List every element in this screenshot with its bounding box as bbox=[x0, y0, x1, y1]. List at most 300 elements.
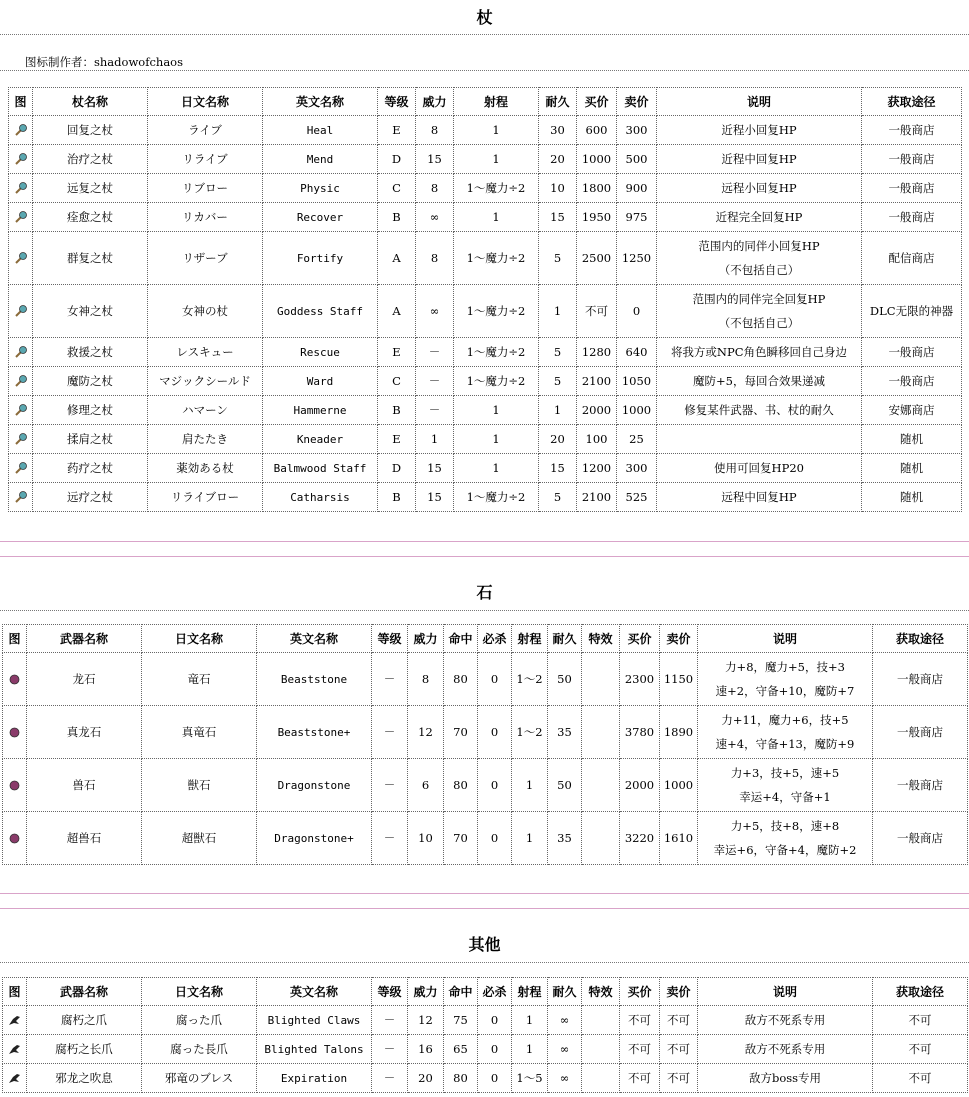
jp-cell: 獣石 bbox=[142, 759, 257, 812]
column-header: 武器名称 bbox=[27, 978, 142, 1006]
icon-cell bbox=[3, 1006, 27, 1035]
kneader-staff-icon bbox=[13, 432, 28, 447]
uses-cell: ∞ bbox=[548, 1064, 582, 1093]
en-cell: Fortify bbox=[263, 232, 378, 285]
buy-cell: 1000 bbox=[577, 145, 617, 174]
column-header: 日文名称 bbox=[142, 978, 257, 1006]
column-header: 特效 bbox=[582, 978, 620, 1006]
might-cell: 10 bbox=[408, 812, 444, 865]
crit-cell: 0 bbox=[478, 706, 512, 759]
might-cell: ∞ bbox=[416, 285, 454, 338]
description-cell bbox=[657, 116, 862, 145]
column-header: 耐久 bbox=[548, 625, 582, 653]
description-line: （不包括自己） bbox=[718, 263, 800, 277]
name-cell: 治疗之杖 bbox=[33, 145, 148, 174]
sell-cell: 不可 bbox=[660, 1035, 698, 1064]
buy-cell: 不可 bbox=[577, 285, 617, 338]
description-line: 幸运+6，守备+4，魔防+2 bbox=[713, 843, 857, 857]
might-cell: － bbox=[416, 367, 454, 396]
sell-cell: 300 bbox=[617, 116, 657, 145]
name-cell: 痊愈之杖 bbox=[33, 203, 148, 232]
description-cell bbox=[657, 483, 862, 512]
jp-cell: 薬効ある杖 bbox=[148, 454, 263, 483]
table-row bbox=[9, 483, 962, 512]
column-header: 等级 bbox=[372, 625, 408, 653]
description-cell bbox=[698, 706, 873, 759]
goddess-staff-icon bbox=[13, 304, 28, 319]
name-cell: 修理之杖 bbox=[33, 396, 148, 425]
uses-cell: 5 bbox=[539, 338, 577, 367]
uses-cell: 20 bbox=[539, 425, 577, 454]
column-header: 等级 bbox=[378, 88, 416, 116]
en-cell: Dragonstone bbox=[257, 759, 372, 812]
buy-cell: 1280 bbox=[577, 338, 617, 367]
name-cell: 魔防之杖 bbox=[33, 367, 148, 396]
hit-cell: 70 bbox=[444, 706, 478, 759]
divider bbox=[0, 34, 969, 35]
icon-cell bbox=[3, 653, 27, 706]
eff-cell bbox=[582, 706, 620, 759]
uses-cell: 30 bbox=[539, 116, 577, 145]
name-cell: 女神之杖 bbox=[33, 285, 148, 338]
obtain-cell: 一般商店 bbox=[862, 203, 962, 232]
table-row bbox=[9, 338, 962, 367]
column-header: 命中 bbox=[444, 625, 478, 653]
staff-section-title: 杖 bbox=[476, 8, 493, 27]
uses-cell: 35 bbox=[548, 706, 582, 759]
description-line: 速+2，守备+10，魔防+7 bbox=[715, 684, 855, 698]
buy-cell: 3780 bbox=[620, 706, 660, 759]
jp-cell: リライブ bbox=[148, 145, 263, 174]
rank-cell: B bbox=[378, 483, 416, 512]
description-cell bbox=[657, 338, 862, 367]
crit-cell: 0 bbox=[478, 653, 512, 706]
range-cell: 1 bbox=[512, 812, 548, 865]
range-cell: 1～魔力÷2 bbox=[454, 367, 539, 396]
description-cell bbox=[698, 1006, 873, 1035]
column-header: 耐久 bbox=[539, 88, 577, 116]
crit-cell: 0 bbox=[478, 1035, 512, 1064]
table-row bbox=[9, 174, 962, 203]
en-cell: Hammerne bbox=[263, 396, 378, 425]
uses-cell: 20 bbox=[539, 145, 577, 174]
range-cell: 1～魔力÷2 bbox=[454, 232, 539, 285]
hit-cell: 80 bbox=[444, 759, 478, 812]
table-row bbox=[9, 145, 962, 174]
hit-cell: 80 bbox=[444, 653, 478, 706]
jp-cell: ハマーン bbox=[148, 396, 263, 425]
obtain-cell: 一般商店 bbox=[873, 812, 968, 865]
column-header: 英文名称 bbox=[257, 978, 372, 1006]
column-header: 获取途径 bbox=[873, 625, 968, 653]
obtain-cell: DLC无限的神器 bbox=[862, 285, 962, 338]
table-row bbox=[9, 285, 962, 338]
jp-cell: リカバー bbox=[148, 203, 263, 232]
en-cell: Ward bbox=[263, 367, 378, 396]
sell-cell: 640 bbox=[617, 338, 657, 367]
uses-cell: 1 bbox=[539, 285, 577, 338]
obtain-cell: 不可 bbox=[873, 1064, 968, 1093]
beaststone-icon bbox=[7, 672, 22, 687]
icon-cell bbox=[9, 367, 33, 396]
buy-cell: 2000 bbox=[577, 396, 617, 425]
catharsis-staff-icon bbox=[13, 490, 28, 505]
icon-cell bbox=[9, 174, 33, 203]
balmwood-staff-icon bbox=[13, 461, 28, 476]
icon-cell bbox=[3, 1064, 27, 1093]
divider bbox=[0, 962, 969, 963]
icon-cell bbox=[9, 232, 33, 285]
eff-cell bbox=[582, 1035, 620, 1064]
description-cell bbox=[657, 396, 862, 425]
obtain-cell: 一般商店 bbox=[873, 706, 968, 759]
description-line: 力+5，技+8，速+8 bbox=[730, 819, 840, 833]
rank-cell: － bbox=[372, 1064, 408, 1093]
uses-cell: 15 bbox=[539, 203, 577, 232]
en-cell: Rescue bbox=[263, 338, 378, 367]
en-cell: Kneader bbox=[263, 425, 378, 454]
name-cell: 药疗之杖 bbox=[33, 454, 148, 483]
range-cell: 1～魔力÷2 bbox=[454, 338, 539, 367]
section-divider bbox=[0, 541, 969, 542]
en-cell: Catharsis bbox=[263, 483, 378, 512]
description-cell bbox=[698, 759, 873, 812]
sell-cell: 1150 bbox=[660, 653, 698, 706]
table-row bbox=[3, 653, 968, 706]
column-header: 说明 bbox=[698, 625, 873, 653]
column-header: 卖价 bbox=[660, 625, 698, 653]
obtain-cell: 随机 bbox=[862, 425, 962, 454]
jp-cell: 真竜石 bbox=[142, 706, 257, 759]
description-cell bbox=[657, 145, 862, 174]
buy-cell: 1200 bbox=[577, 454, 617, 483]
column-header: 命中 bbox=[444, 978, 478, 1006]
crit-cell: 0 bbox=[478, 759, 512, 812]
description-line: 敌方不死系专用 bbox=[744, 1042, 826, 1056]
rank-cell: E bbox=[378, 116, 416, 145]
section-divider bbox=[0, 893, 969, 894]
name-cell: 腐朽之爪 bbox=[27, 1006, 142, 1035]
table-row bbox=[9, 425, 962, 454]
name-cell: 龙石 bbox=[27, 653, 142, 706]
icon-cell bbox=[3, 759, 27, 812]
jp-cell: 竜石 bbox=[142, 653, 257, 706]
rank-cell: － bbox=[372, 1035, 408, 1064]
description-cell bbox=[657, 232, 862, 285]
uses-cell: 5 bbox=[539, 232, 577, 285]
uses-cell: 50 bbox=[548, 759, 582, 812]
table-row bbox=[3, 812, 968, 865]
column-header: 图 bbox=[9, 88, 33, 116]
uses-cell: ∞ bbox=[548, 1035, 582, 1064]
might-cell: － bbox=[416, 338, 454, 367]
obtain-cell: 一般商店 bbox=[862, 338, 962, 367]
uses-cell: 15 bbox=[539, 454, 577, 483]
crit-cell: 0 bbox=[478, 812, 512, 865]
column-header: 耐久 bbox=[548, 978, 582, 1006]
en-cell: Blighted Claws bbox=[257, 1006, 372, 1035]
column-header: 射程 bbox=[512, 625, 548, 653]
obtain-cell: 一般商店 bbox=[862, 145, 962, 174]
en-cell: Beaststone bbox=[257, 653, 372, 706]
breath-icon bbox=[7, 1071, 22, 1086]
en-cell: Mend bbox=[263, 145, 378, 174]
other-section-title: 其他 bbox=[468, 935, 501, 954]
rank-cell: E bbox=[378, 425, 416, 454]
jp-cell: ライブ bbox=[148, 116, 263, 145]
en-cell: Goddess Staff bbox=[263, 285, 378, 338]
icon-cell bbox=[3, 1035, 27, 1064]
rank-cell: － bbox=[372, 706, 408, 759]
range-cell: 1～2 bbox=[512, 706, 548, 759]
obtain-cell: 一般商店 bbox=[873, 653, 968, 706]
icon-cell bbox=[9, 483, 33, 512]
table-row bbox=[9, 396, 962, 425]
eff-cell bbox=[582, 1006, 620, 1035]
staff-table bbox=[8, 87, 962, 512]
fortify-staff-icon bbox=[13, 251, 28, 266]
buy-cell: 3220 bbox=[620, 812, 660, 865]
column-header: 说明 bbox=[698, 978, 873, 1006]
description-cell bbox=[698, 653, 873, 706]
column-header: 必杀 bbox=[478, 625, 512, 653]
description-cell bbox=[657, 425, 862, 454]
obtain-cell: 一般商店 bbox=[862, 367, 962, 396]
jp-cell: リザーブ bbox=[148, 232, 263, 285]
column-header: 武器名称 bbox=[27, 625, 142, 653]
talon-icon bbox=[7, 1042, 22, 1057]
might-cell: 12 bbox=[408, 1006, 444, 1035]
might-cell: 15 bbox=[416, 454, 454, 483]
hit-cell: 65 bbox=[444, 1035, 478, 1064]
buy-cell: 2000 bbox=[620, 759, 660, 812]
ward-staff-icon bbox=[13, 374, 28, 389]
dragonstone-icon bbox=[7, 778, 22, 793]
column-header: 特效 bbox=[582, 625, 620, 653]
description-cell bbox=[698, 1035, 873, 1064]
claw-icon bbox=[7, 1013, 22, 1028]
obtain-cell: 安娜商店 bbox=[862, 396, 962, 425]
might-cell: 6 bbox=[408, 759, 444, 812]
range-cell: 1 bbox=[512, 1006, 548, 1035]
icon-cell bbox=[3, 706, 27, 759]
table-row bbox=[3, 706, 968, 759]
divider bbox=[0, 70, 969, 71]
table-row bbox=[3, 1035, 968, 1064]
uses-cell: 35 bbox=[548, 812, 582, 865]
buy-cell: 2100 bbox=[577, 367, 617, 396]
column-header: 威力 bbox=[416, 88, 454, 116]
jp-cell: 邪竜のブレス bbox=[142, 1064, 257, 1093]
column-header: 威力 bbox=[408, 625, 444, 653]
name-cell: 远疗之杖 bbox=[33, 483, 148, 512]
name-cell: 腐朽之长爪 bbox=[27, 1035, 142, 1064]
jp-cell: リライブロー bbox=[148, 483, 263, 512]
column-header: 图 bbox=[3, 625, 27, 653]
column-header: 卖价 bbox=[617, 88, 657, 116]
might-cell: 8 bbox=[416, 232, 454, 285]
sell-cell: 不可 bbox=[660, 1064, 698, 1093]
en-cell: Physic bbox=[263, 174, 378, 203]
might-cell: 20 bbox=[408, 1064, 444, 1093]
column-header: 获取途径 bbox=[862, 88, 962, 116]
description-line: 魔防+5，每回合效果递减 bbox=[693, 374, 825, 388]
description-line: 近程小回复HP bbox=[721, 123, 797, 137]
buy-cell: 2100 bbox=[577, 483, 617, 512]
might-cell: 1 bbox=[416, 425, 454, 454]
eff-cell bbox=[582, 759, 620, 812]
en-cell: Dragonstone+ bbox=[257, 812, 372, 865]
description-line: 近程完全回复HP bbox=[715, 210, 803, 224]
icon-cell bbox=[9, 454, 33, 483]
name-cell: 远复之杖 bbox=[33, 174, 148, 203]
description-line: 范围内的同伴完全回复HP bbox=[692, 292, 826, 306]
range-cell: 1～魔力÷2 bbox=[454, 174, 539, 203]
obtain-cell: 一般商店 bbox=[873, 759, 968, 812]
icon-cell bbox=[9, 396, 33, 425]
en-cell: Balmwood Staff bbox=[263, 454, 378, 483]
might-cell: 8 bbox=[408, 653, 444, 706]
name-cell: 群复之杖 bbox=[33, 232, 148, 285]
description-cell bbox=[698, 1064, 873, 1093]
eff-cell bbox=[582, 653, 620, 706]
column-header: 获取途径 bbox=[873, 978, 968, 1006]
uses-cell: 5 bbox=[539, 367, 577, 396]
jp-cell: レスキュー bbox=[148, 338, 263, 367]
obtain-cell: 配信商店 bbox=[862, 232, 962, 285]
column-header: 买价 bbox=[577, 88, 617, 116]
eff-cell bbox=[582, 812, 620, 865]
range-cell: 1 bbox=[454, 203, 539, 232]
recover-staff-icon bbox=[13, 210, 28, 225]
might-cell: 12 bbox=[408, 706, 444, 759]
might-cell: 8 bbox=[416, 116, 454, 145]
icon-cell bbox=[9, 425, 33, 454]
range-cell: 1 bbox=[454, 396, 539, 425]
range-cell: 1 bbox=[512, 759, 548, 812]
description-cell bbox=[657, 285, 862, 338]
sell-cell: 1250 bbox=[617, 232, 657, 285]
jp-cell: 女神の杖 bbox=[148, 285, 263, 338]
might-cell: 16 bbox=[408, 1035, 444, 1064]
column-header: 英文名称 bbox=[263, 88, 378, 116]
column-header: 卖价 bbox=[660, 978, 698, 1006]
description-line: 远程小回复HP bbox=[721, 181, 797, 195]
buy-cell: 不可 bbox=[620, 1064, 660, 1093]
description-cell bbox=[657, 174, 862, 203]
jp-cell: 肩たたき bbox=[148, 425, 263, 454]
name-cell: 邪龙之吹息 bbox=[27, 1064, 142, 1093]
obtain-cell: 不可 bbox=[873, 1006, 968, 1035]
description-line: 远程中回复HP bbox=[721, 490, 797, 504]
description-line: 修复某件武器、书、杖的耐久 bbox=[684, 403, 834, 417]
column-header: 射程 bbox=[454, 88, 539, 116]
jp-cell: 腐った爪 bbox=[142, 1006, 257, 1035]
table-row bbox=[3, 1006, 968, 1035]
buy-cell: 1950 bbox=[577, 203, 617, 232]
en-cell: Expiration bbox=[257, 1064, 372, 1093]
obtain-cell: 随机 bbox=[862, 454, 962, 483]
sell-cell: 900 bbox=[617, 174, 657, 203]
buy-cell: 不可 bbox=[620, 1035, 660, 1064]
hit-cell: 80 bbox=[444, 1064, 478, 1093]
description-cell bbox=[657, 454, 862, 483]
uses-cell: 50 bbox=[548, 653, 582, 706]
column-header: 日文名称 bbox=[142, 625, 257, 653]
might-cell: － bbox=[416, 396, 454, 425]
rank-cell: E bbox=[378, 338, 416, 367]
range-cell: 1 bbox=[454, 116, 539, 145]
table-row bbox=[3, 1064, 968, 1093]
name-cell: 救援之杖 bbox=[33, 338, 148, 367]
uses-cell: ∞ bbox=[548, 1006, 582, 1035]
sell-cell: 300 bbox=[617, 454, 657, 483]
column-header: 威力 bbox=[408, 978, 444, 1006]
rank-cell: A bbox=[378, 285, 416, 338]
description-cell bbox=[698, 812, 873, 865]
description-line: 力+11，魔力+6，技+5 bbox=[721, 713, 849, 727]
hammerne-staff-icon bbox=[13, 403, 28, 418]
column-header: 日文名称 bbox=[148, 88, 263, 116]
sell-cell: 1000 bbox=[617, 396, 657, 425]
range-cell: 1～魔力÷2 bbox=[454, 483, 539, 512]
description-line: （不包括自己） bbox=[718, 316, 800, 330]
sell-cell: 1610 bbox=[660, 812, 698, 865]
column-header: 说明 bbox=[657, 88, 862, 116]
might-cell: 15 bbox=[416, 483, 454, 512]
eff-cell bbox=[582, 1064, 620, 1093]
table-row bbox=[9, 116, 962, 145]
uses-cell: 1 bbox=[539, 396, 577, 425]
uses-cell: 5 bbox=[539, 483, 577, 512]
table-row bbox=[9, 203, 962, 232]
jp-cell: リブロー bbox=[148, 174, 263, 203]
name-cell: 回复之杖 bbox=[33, 116, 148, 145]
range-cell: 1 bbox=[454, 454, 539, 483]
other-table bbox=[2, 977, 968, 1093]
range-cell: 1～5 bbox=[512, 1064, 548, 1093]
might-cell: 8 bbox=[416, 174, 454, 203]
icon-cell bbox=[9, 116, 33, 145]
icon-cell bbox=[9, 285, 33, 338]
range-cell: 1～2 bbox=[512, 653, 548, 706]
buy-cell: 2500 bbox=[577, 232, 617, 285]
rescue-staff-icon bbox=[13, 345, 28, 360]
section-divider bbox=[0, 556, 969, 557]
might-cell: 15 bbox=[416, 145, 454, 174]
table-row bbox=[9, 454, 962, 483]
column-header: 买价 bbox=[620, 625, 660, 653]
dragonstone-plus-icon bbox=[7, 831, 22, 846]
table-row bbox=[3, 759, 968, 812]
en-cell: Blighted Talons bbox=[257, 1035, 372, 1064]
description-cell bbox=[657, 367, 862, 396]
rank-cell: D bbox=[378, 454, 416, 483]
description-line: 速+4，守备+13，魔防+9 bbox=[715, 737, 855, 751]
column-header: 英文名称 bbox=[257, 625, 372, 653]
section-divider bbox=[0, 908, 969, 909]
buy-cell: 600 bbox=[577, 116, 617, 145]
description-line: 范围内的同伴小回复HP bbox=[698, 239, 820, 253]
range-cell: 1 bbox=[454, 425, 539, 454]
jp-cell: 超獣石 bbox=[142, 812, 257, 865]
sell-cell: 25 bbox=[617, 425, 657, 454]
obtain-cell: 一般商店 bbox=[862, 116, 962, 145]
sell-cell: 1000 bbox=[660, 759, 698, 812]
obtain-cell: 随机 bbox=[862, 483, 962, 512]
jp-cell: マジックシールド bbox=[148, 367, 263, 396]
name-cell: 兽石 bbox=[27, 759, 142, 812]
